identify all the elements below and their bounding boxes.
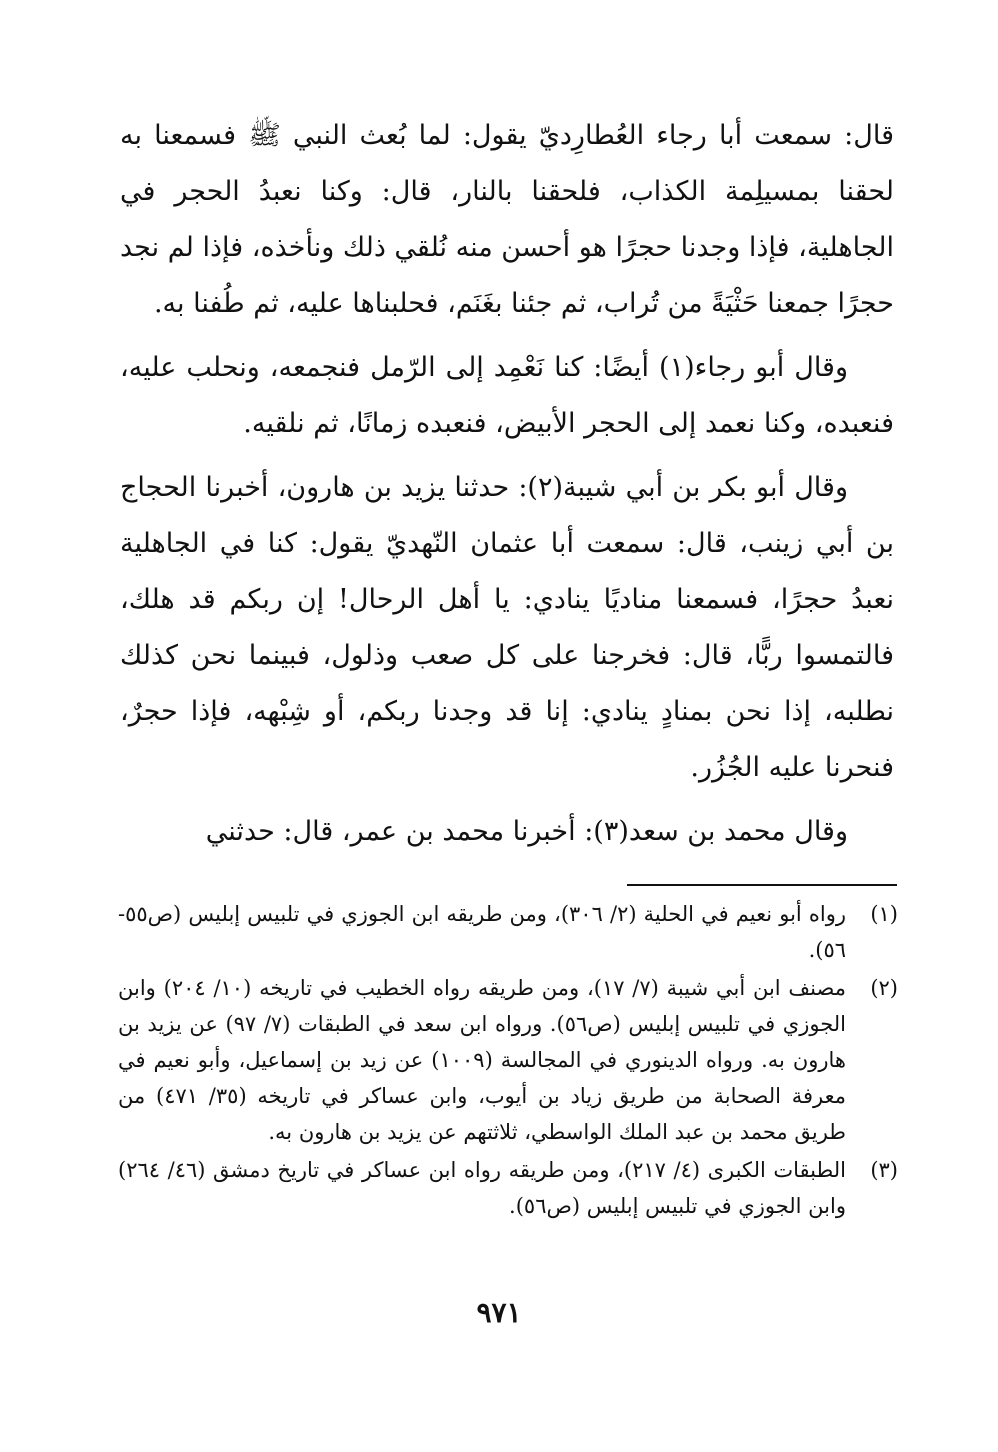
paragraph-1: قال: سمعت أبا رجاء العُطارِديّ يقول: لما بُعث النبي ﷺ فسمعنا به لحقنا بمسيلِمة الكذاب، فلحقنا بالنار، قال: وكنا نعبدُ الحجر في الجاهلية، فإذا وجدنا حجرًا هو أحسن منه نُلقي ذلك ونأخذه، فإذا لم نجد حجرًا جمعنا حَثْيَةً من تُراب، ثم جئنا بغَنَم، فحلبناها عليه، ثم طُفنا به. (120, 120, 894, 319)
footnote-number: (٢) (870, 976, 898, 1000)
footnote-1 (118, 896, 898, 968)
footnote-text: الطبقات الكبرى (٤/ ٢١٧)، ومن طريقه رواه ابن عساكر في تاريخ دمشق (٤٦/ ٢٦٤) وابن الجوزي في تلبيس إبليس (ص٥٦). (118, 1158, 846, 1218)
main-text-body (120, 108, 894, 868)
paragraph-4: وقال محمد بن سعد(٣): أخبرنا محمد بن عمر، قال: حدثني (205, 816, 848, 847)
footnote-text: مصنف ابن أبي شيبة (٧/ ١٧)، ومن طريقه رواه الخطيب في تاريخه (١٠/ ٢٠٤) وابن الجوزي في تلبيس إبليس (ص٥٦). ورواه ابن سعد في الطبقات (٧/ ٩٧) عن يزيد بن هارون به. ورواه الدينوري في المجالسة (١٠٠٩) عن زيد بن إسماعيل، وأبو نعيم في معرفة الصحابة من طريق زياد بن أيوب، وابن عساكر في تاريخه (٣٥/ ٤٧١) من طريق محمد بن عبد الملك الواسطي، ثلاثتهم عن يزيد بن هارون به. (118, 976, 847, 1144)
footnote-number: (٣) (870, 1158, 898, 1182)
footnote-3 (118, 1152, 898, 1224)
footnotes-section (118, 896, 898, 1226)
paragraph-3: وقال أبو بكر بن أبي شيبة(٢): حدثنا يزيد بن هارون، أخبرنا الحجاج بن أبي زينب، قال: سمعت أبا عثمان النّهديّ يقول: كنا في الجاهلية نعبدُ حجرًا، فسمعنا مناديًا ينادي: يا أهل الرحال! إن ربكم قد هلك، فالتمسوا ربًّا، قال: فخرجنا على كل صعب وذلول، فبينما نحن كذلك نطلبه، إذا نحن بمنادٍ ينادي: إنا قد وجدنا ربكم، أو شِبْهه، فإذا حجرٌ، فنحرنا عليه الجُزُر. (120, 472, 894, 783)
footnote-number: (١) (870, 902, 898, 926)
page-number: ٩٧١ (476, 1296, 522, 1329)
footnote-2 (118, 970, 898, 1150)
footnote-text: رواه أبو نعيم في الحلية (٢/ ٣٠٦)، ومن طريقه ابن الجوزي في تلبيس إبليس (ص٥٥- ٥٦). (118, 902, 846, 962)
footnote-divider (627, 884, 897, 886)
paragraph-2: وقال أبو رجاء(١) أيضًا: كنا نَعْمِد إلى الرّمل فنجمعه، ونحلب عليه، فنعبده، وكنا نعمد إلى الحجر الأبيض، فنعبده زمانًا، ثم نلقيه. (120, 352, 894, 439)
